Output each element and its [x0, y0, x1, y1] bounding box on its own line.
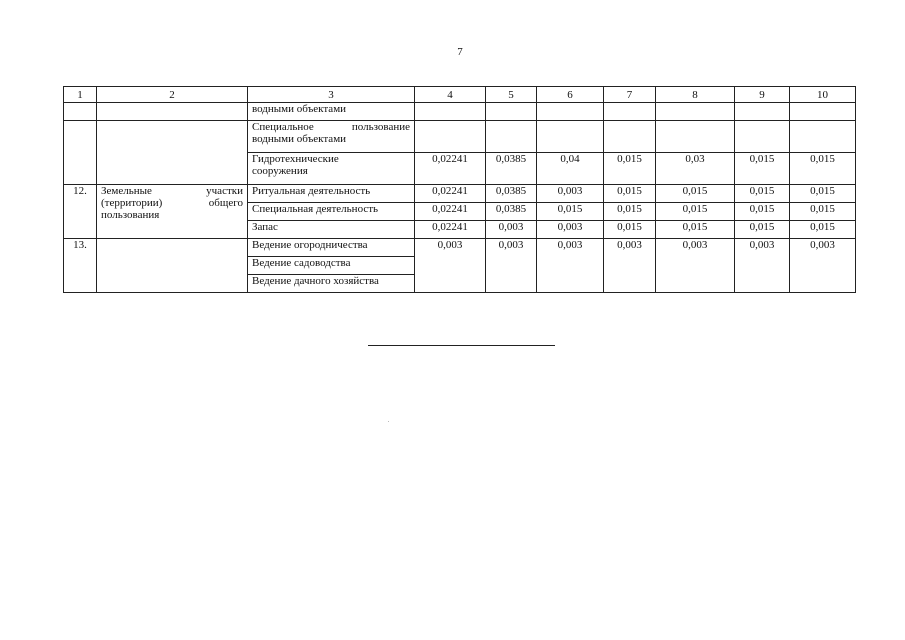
- data-table: [63, 86, 856, 293]
- value-cell: 0,015: [604, 153, 656, 185]
- header-cell: 2: [97, 87, 248, 103]
- subtype-cell: Ведение огородничества: [248, 239, 415, 257]
- name-line: (территории) общего: [101, 197, 243, 209]
- value-cell: 0,015: [790, 153, 856, 185]
- name-line: Земельные участки: [101, 185, 243, 197]
- page-number: 7: [457, 46, 463, 58]
- table-row: [64, 121, 856, 153]
- scan-speck: [388, 421, 389, 422]
- value-cell: 0,02241: [415, 153, 486, 185]
- table-row: [64, 103, 856, 121]
- header-cell: 1: [64, 87, 97, 103]
- number-cell: 12.: [64, 185, 97, 239]
- value-cell: 0,0385: [486, 203, 537, 221]
- header-cell: 6: [537, 87, 604, 103]
- value-cell: 0,015: [656, 203, 735, 221]
- name-cell: [97, 185, 248, 239]
- value-cell: 0,015: [656, 185, 735, 203]
- value-cell: 0,015: [735, 203, 790, 221]
- subtype-cell: Запас: [248, 221, 415, 239]
- name-cell: [97, 239, 248, 293]
- subtype-cell: Ведение дачного хозяйства: [248, 275, 415, 293]
- separator-line: [368, 345, 555, 346]
- header-cell: 9: [735, 87, 790, 103]
- subtype-cell: Ведение садоводства: [248, 257, 415, 275]
- number-cell: [64, 121, 97, 185]
- value-cell: 0,015: [790, 203, 856, 221]
- value-cell: 0,04: [537, 153, 604, 185]
- subtype-cell: [248, 121, 415, 153]
- value-cell: 0,003: [537, 185, 604, 203]
- value-cell: 0,015: [790, 185, 856, 203]
- value-cell: 0,015: [656, 221, 735, 239]
- number-cell: [64, 103, 97, 121]
- header-cell: 10: [790, 87, 856, 103]
- header-cell: 3: [248, 87, 415, 103]
- table-row: [64, 239, 856, 257]
- subtype-cell: [248, 153, 415, 185]
- value-cell: 0,003: [415, 239, 486, 293]
- value-cell: 0,003: [735, 239, 790, 293]
- value-cell: 0,015: [735, 221, 790, 239]
- value-cell: 0,003: [790, 239, 856, 293]
- value-cell: 0,0385: [486, 185, 537, 203]
- subtype-line: водными объектами: [252, 133, 347, 145]
- subtype-cell: Ритуальная деятельность: [248, 185, 415, 203]
- value-cell: 0,003: [486, 221, 537, 239]
- name-line: пользования: [101, 209, 160, 221]
- value-cell: 0,02241: [415, 203, 486, 221]
- value-cell: 0,015: [735, 185, 790, 203]
- subtype-cell: Специальная деятельность: [248, 203, 415, 221]
- subtype-line: сооружения: [252, 165, 308, 177]
- value-cell: 0,02241: [415, 221, 486, 239]
- name-cell: [97, 121, 248, 185]
- value-cell: 0,003: [537, 239, 604, 293]
- value-cell: 0,0385: [486, 153, 537, 185]
- value-cell: 0,015: [604, 185, 656, 203]
- value-cell: 0,003: [486, 239, 537, 293]
- value-cell: 0,03: [656, 153, 735, 185]
- header-cell: 5: [486, 87, 537, 103]
- name-cell: [97, 103, 248, 121]
- value-cell: 0,02241: [415, 185, 486, 203]
- value-cell: 0,003: [604, 239, 656, 293]
- header-cell: 8: [656, 87, 735, 103]
- value-cell: 0,015: [604, 221, 656, 239]
- value-cell: 0,015: [790, 221, 856, 239]
- value-cell: 0,015: [537, 203, 604, 221]
- subtype-cell: водными объектами: [248, 103, 415, 121]
- subtype-line: Гидротехнические: [252, 153, 339, 165]
- header-row: [64, 87, 856, 103]
- header-cell: 4: [415, 87, 486, 103]
- value-cell: 0,003: [656, 239, 735, 293]
- table-row: [64, 185, 856, 203]
- value-cell: 0,015: [735, 153, 790, 185]
- number-cell: 13.: [64, 239, 97, 293]
- subtype-line: Специальное пользование: [252, 121, 410, 133]
- header-cell: 7: [604, 87, 656, 103]
- value-cell: 0,015: [604, 203, 656, 221]
- value-cell: 0,003: [537, 221, 604, 239]
